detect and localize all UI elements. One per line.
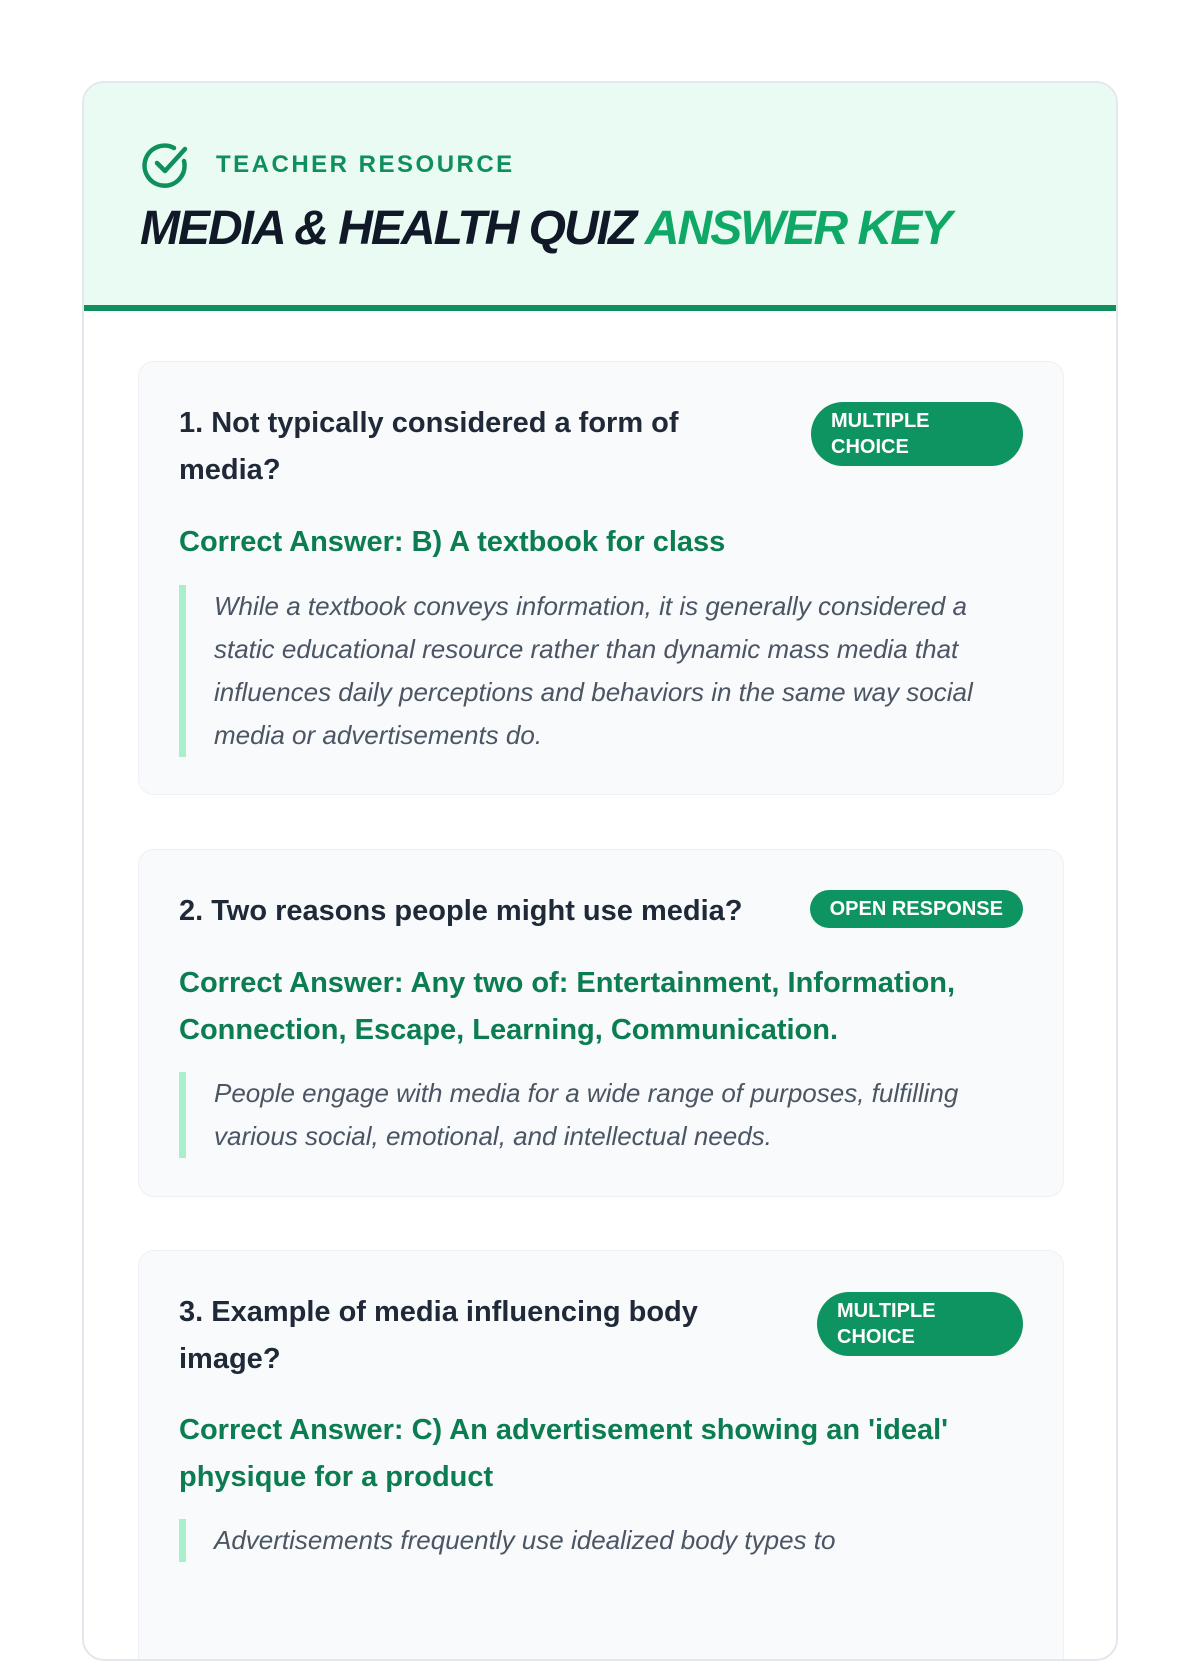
answer-explanation: People engage with media for a wide range of purposes, fulfilling various social, emotional, and intellectual needs. xyxy=(179,1072,1023,1158)
answer-explanation: While a textbook conveys information, it is generally considered a static educational resource rather than dynamic mass media that influences daily perceptions and behaviors in the same way social media or advertisements do. xyxy=(179,585,1023,757)
eyebrow xyxy=(140,139,515,191)
eyebrow-label: TEACHER RESOURCE xyxy=(216,151,515,178)
question-card-2 xyxy=(138,849,1064,1197)
correct-answer: Correct Answer: B) A textbook for class xyxy=(179,526,726,558)
question-type-badge: MULTIPLE CHOICE xyxy=(811,402,1023,466)
title-accent: ANSWER KEY xyxy=(644,202,951,255)
answer-key-card xyxy=(82,81,1118,1661)
question-text: 2. Two reasons people might use media? xyxy=(179,895,743,927)
question-card-1 xyxy=(138,361,1064,795)
question-card-3 xyxy=(138,1250,1064,1661)
question-type-badge: OPEN RESPONSE xyxy=(810,890,1023,928)
answer-explanation: Advertisements frequently use idealized body types to xyxy=(179,1519,1023,1562)
question-text: 3. Example of media influencing body image? xyxy=(179,1296,698,1375)
title-main: MEDIA & HEALTH QUIZ xyxy=(140,202,636,255)
check-circle-icon xyxy=(140,139,192,191)
page-title xyxy=(140,201,950,256)
correct-answer: Correct Answer: Any two of: Entertainment, Information, Connection, Escape, Learning, Communication. xyxy=(179,967,956,1046)
correct-answer: Correct Answer: C) An advertisement showing an 'ideal' physique for a product xyxy=(179,1414,949,1493)
question-text: 1. Not typically considered a form of media? xyxy=(179,407,679,486)
question-type-badge: MULTIPLE CHOICE xyxy=(817,1292,1023,1356)
header xyxy=(84,83,1116,311)
